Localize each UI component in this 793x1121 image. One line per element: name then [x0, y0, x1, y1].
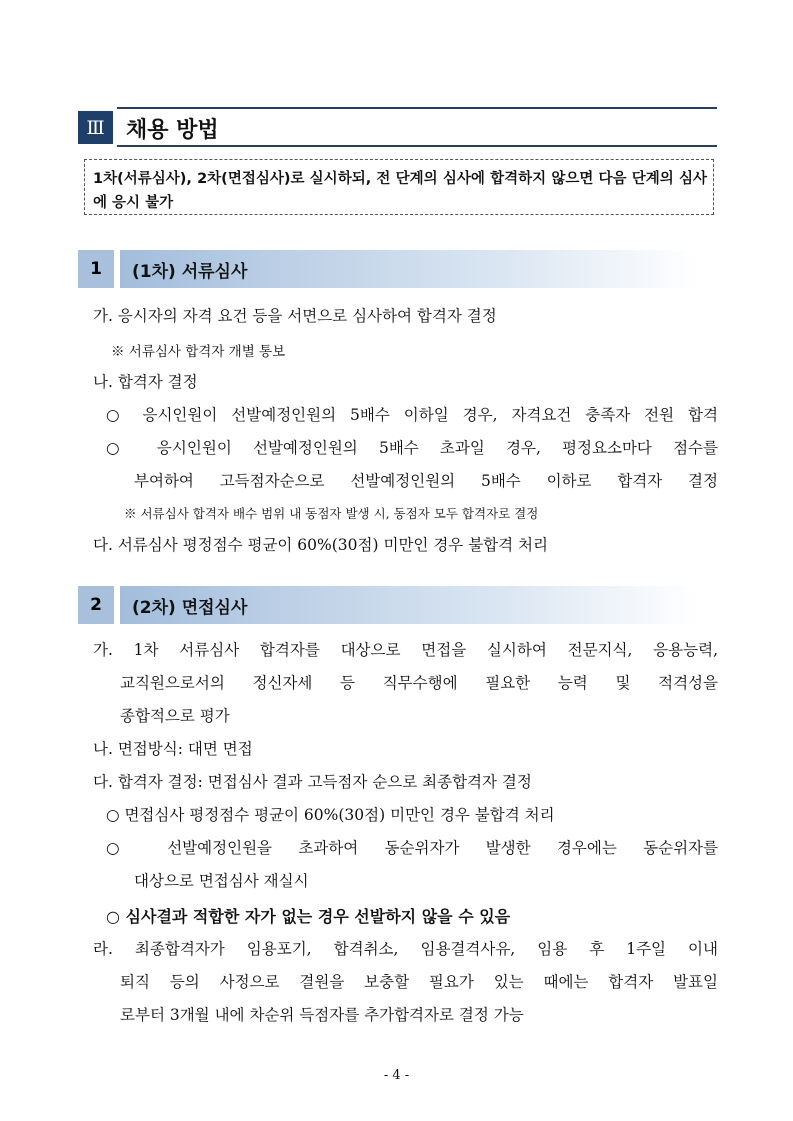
sub2-bullet-1: ○ 면접심사 평정점수 평균이 60%(30점) 미만인 경우 불합격 처리 — [106, 806, 555, 824]
sub1-item-da: 다. 서류심사 평정점수 평균이 60%(30점) 미만인 경우 불합격 처리 — [93, 536, 548, 554]
sub1-bullet-2-cont: 부여하여 고득점자순으로 선발예정인원의 5배수 이하로 합격자 결정 — [134, 472, 718, 490]
sub2-item-ra: 라. 최종합격자가 임용포기, 합격취소, 임용결격사유, 임용 후 1주일 이내 — [93, 940, 718, 958]
sub1-bullet-2: ○ 응시인원이 선발예정인원의 5배수 초과일 경우, 평정요소마다 점수를 — [106, 439, 718, 457]
sub2-item-da: 다. 합격자 결정: 면접심사 결과 고득점자 순으로 최종합격자 결정 — [93, 773, 532, 791]
sub2-item-ra-cont-1: 퇴직 등의 사정으로 결원을 보충할 필요가 있는 때에는 합격자 발표일 — [120, 973, 718, 991]
sub2-item-na: 나. 면접방식: 대면 면접 — [93, 740, 253, 758]
subsection-2-separator — [114, 586, 120, 624]
section-title: 채용 방법 — [126, 118, 219, 143]
section-number: Ⅲ — [86, 116, 105, 139]
sub1-bullet-1: ○ 응시인원이 선발예정인원의 5배수 이하일 경우, 자격요건 충족자 전원 합격 — [106, 406, 718, 424]
sub1-note-1: ※ 서류심사 합격자 개별 통보 — [111, 344, 286, 360]
sub2-item-ga: 가. 1차 서류심사 합격자를 대상으로 면접을 실시하여 전문지식, 응용능력, — [93, 641, 718, 659]
subsection-1-separator — [114, 250, 120, 288]
sub1-item-ga: 가. 응시자의 자격 요건 등을 서면으로 심사하여 합격자 결정 — [93, 307, 497, 325]
sub2-bullet-2-cont: 대상으로 면접심사 재실시 — [134, 872, 309, 890]
sub2-bullet-2: ○ 선발예정인원을 초과하여 동순위자가 발생한 경우에는 동순위자를 — [106, 839, 718, 857]
subsection-2-number: 2 — [78, 586, 114, 624]
subsection-1-number: 1 — [78, 250, 114, 288]
summary-box: 1차(서류심사), 2차(면접심사)로 실시하되, 전 단계의 심사에 합격하지 않으면 다음 단계의 심사에 응시 불가 — [84, 159, 714, 215]
page-number: - 4 - — [383, 1068, 410, 1083]
sub2-bullet-3: ○ 심사결과 적합한 자가 없는 경우 선발하지 않을 수 있음 — [106, 907, 511, 926]
sub1-note-2: ※ 서류심사 합격자 배수 범위 내 동점자 발생 시, 동점자 모두 합격자로 결정 — [124, 506, 539, 521]
sub2-item-ga-cont-1: 교직원으로서의 정신자세 등 직무수행에 필요한 능력 및 적격성을 — [120, 674, 718, 692]
section-number-badge — [78, 111, 113, 144]
sub1-item-na: 나. 합격자 결정 — [93, 373, 198, 391]
sub2-item-ga-cont-2: 종합적으로 평가 — [120, 707, 230, 725]
section-rule-top — [117, 107, 717, 109]
sub2-item-ra-cont-2: 로부터 3개월 내에 차순위 득점자를 추가합격자로 결정 가능 — [120, 1006, 524, 1024]
subsection-1-title: (1차) 서류심사 — [132, 261, 248, 282]
section-rule-bottom — [117, 145, 717, 147]
subsection-2-title: (2차) 면접심사 — [132, 597, 248, 618]
